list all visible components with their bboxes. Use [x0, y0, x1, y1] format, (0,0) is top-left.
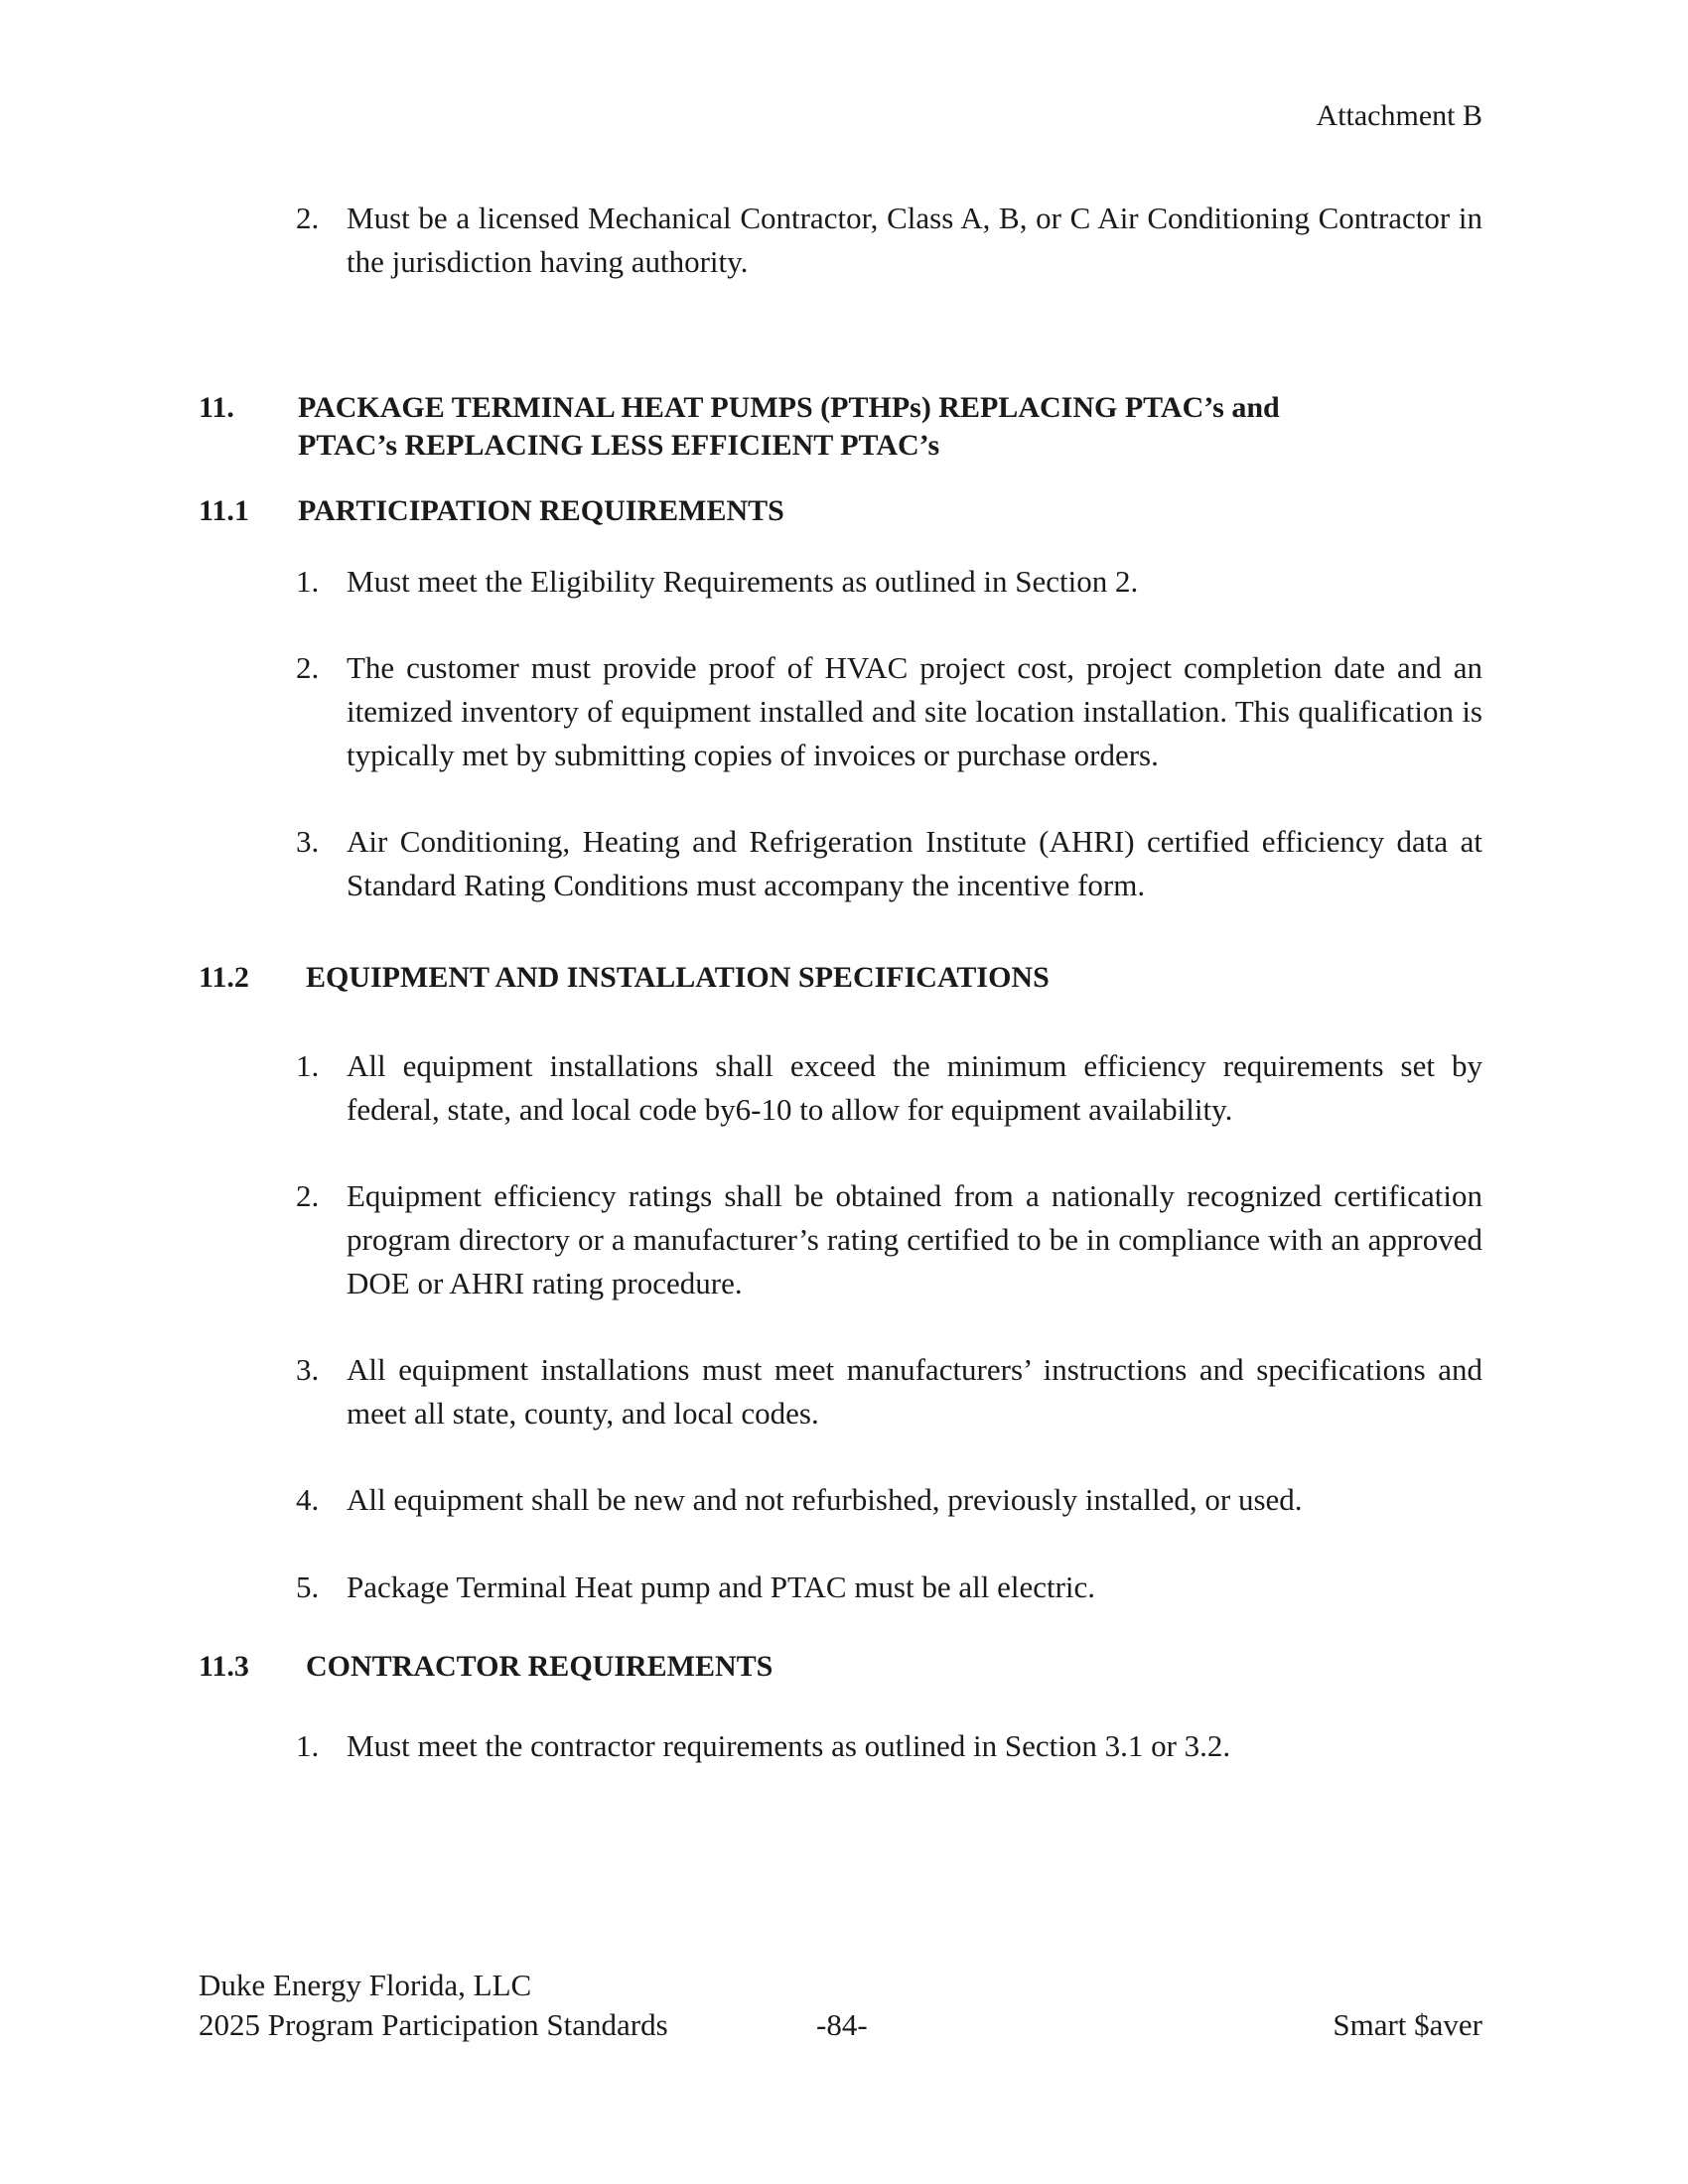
list-item-text: The customer must provide proof of HVAC project cost, project completion date and an itemized inventory of equipment installed and site location installation. This qualification is typically met by submitting copies of invoices or purchase orders.	[347, 650, 1482, 772]
list-item	[298, 1724, 1482, 1768]
list-item-text: Air Conditioning, Heating and Refrigeration Institute (AHRI) certified efficiency data at Standard Rating Conditions must accompany the incentive form.	[347, 824, 1482, 902]
section-number: 11.2	[199, 961, 249, 994]
section-title-line2: PTAC’s REPLACING LESS EFFICIENT PTAC’s	[298, 429, 940, 462]
list-item-text: Package Terminal Heat pump and PTAC must be all electric.	[347, 1570, 1096, 1604]
list-item	[298, 1478, 1482, 1522]
section-number: 11.1	[199, 494, 249, 527]
list-item-text: Must meet the Eligibility Requirements as outlined in Section 2.	[347, 564, 1139, 599]
list-item-number: 4.	[296, 1482, 320, 1517]
list-item-number: 2.	[296, 201, 320, 235]
section-number: 11.3	[199, 1650, 249, 1683]
list-item-number: 1.	[296, 1728, 320, 1763]
footer-standards: 2025 Program Participation Standards	[199, 2007, 668, 2042]
section-title: PARTICIPATION REQUIREMENTS	[298, 494, 784, 527]
section-title: CONTRACTOR REQUIREMENTS	[306, 1650, 774, 1683]
list-item-text: All equipment shall be new and not refurbished, previously installed, or used.	[347, 1482, 1303, 1517]
page-number: -84-	[816, 2007, 868, 2042]
list-item-text: All equipment installations must meet manufacturers’ instructions and specifications and meet all state, county, and local codes.	[347, 1352, 1482, 1431]
list-item-number: 1.	[296, 564, 320, 599]
list-item	[298, 1044, 1482, 1132]
attachment-label: Attachment B	[1316, 99, 1482, 132]
list-item	[298, 560, 1482, 604]
section-title: EQUIPMENT AND INSTALLATION SPECIFICATIONS	[306, 961, 1050, 994]
list-item-number: 3.	[296, 824, 320, 859]
list-item-number: 5.	[296, 1570, 320, 1604]
list-item-number: 2.	[296, 650, 320, 685]
list-item-text: Must meet the contractor requirements as outlined in Section 3.1 or 3.2.	[347, 1728, 1231, 1763]
list-item-number: 1.	[296, 1048, 320, 1083]
list-item	[298, 646, 1482, 777]
section-title-line1: PACKAGE TERMINAL HEAT PUMPS (PTHPs) REPLACING PTAC’s and	[298, 391, 1280, 424]
section-number: 11.	[199, 391, 234, 424]
list-item-number: 2.	[296, 1178, 320, 1213]
list-item	[298, 1348, 1482, 1435]
list-item-text: All equipment installations shall exceed the minimum efficiency requirements set by federal, state, and local code by6-10 to allow for equipment availability.	[347, 1048, 1482, 1127]
list-item-text: Equipment efficiency ratings shall be obtained from a nationally recognized certification program directory or a manufacturer’s rating certified to be in compliance with an approved DOE or AHRI rating procedure.	[347, 1178, 1482, 1300]
list-item-number: 3.	[296, 1352, 320, 1387]
list-item	[298, 1566, 1482, 1609]
list-item-text: Must be a licensed Mechanical Contractor, Class A, B, or C Air Conditioning Contractor in the jurisdiction having authority.	[347, 201, 1482, 279]
list-item	[298, 1174, 1482, 1305]
list-item	[298, 820, 1482, 907]
footer-company: Duke Energy Florida, LLC	[199, 1968, 532, 2002]
footer-program: Smart $aver	[1333, 2007, 1482, 2042]
list-item	[298, 197, 1482, 284]
